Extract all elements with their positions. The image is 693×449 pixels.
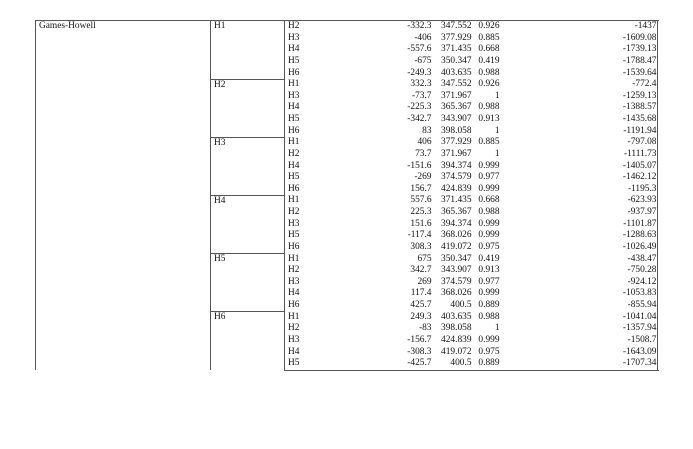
significance: 0.999 (478, 230, 500, 241)
significance: 0.988 (478, 207, 500, 217)
significance: 0.419 (478, 55, 500, 66)
significance: 0.975 (478, 346, 500, 357)
compare-group: H1 (285, 195, 393, 207)
group-label: H3 (211, 137, 285, 195)
lower-bound: -1026.49 (622, 241, 657, 252)
group-label: H2 (211, 79, 285, 137)
column-spacer (501, 242, 597, 254)
column-spacer (501, 79, 597, 91)
std-error: 374.579 (441, 276, 472, 287)
significance: 0.999 (478, 183, 500, 194)
mean-difference: -675 (414, 55, 432, 66)
column-spacer (501, 300, 597, 312)
significance: 1 (494, 90, 500, 101)
mean-difference: 425.7 (410, 300, 432, 310)
mean-difference: 73.7 (415, 148, 432, 159)
std-error: 403.635 (441, 311, 472, 322)
significance: 0.988 (478, 311, 500, 322)
column-spacer (501, 172, 597, 184)
mean-difference: -83 (419, 323, 432, 334)
mean-difference: 156.7 (410, 183, 432, 194)
column-spacer (501, 288, 597, 300)
mean-difference: 675 (417, 253, 432, 264)
compare-group: H2 (285, 207, 393, 219)
std-error: 365.367 (441, 207, 472, 217)
std-error: 371.967 (441, 90, 472, 101)
significance: 0.977 (478, 276, 500, 287)
std-error: 400.5 (450, 300, 472, 310)
mean-difference: 406 (417, 137, 432, 148)
column-spacer (501, 68, 597, 80)
column-spacer (501, 44, 597, 56)
lower-bound: -1195.3 (627, 183, 657, 194)
method-label: Games-Howell (36, 21, 211, 371)
column-spacer (501, 207, 597, 219)
compare-group: H3 (285, 219, 393, 231)
lower-bound: -1191.94 (623, 125, 657, 136)
mean-difference: 225.3 (410, 207, 432, 217)
column-spacer (501, 126, 597, 138)
std-error: 343.907 (441, 265, 472, 276)
column-spacer (501, 137, 597, 149)
std-error: 394.374 (441, 218, 472, 229)
lower-bound: -1508.7 (627, 334, 657, 345)
significance: 0.885 (478, 32, 500, 43)
lower-bound: -772.4 (632, 79, 657, 90)
lower-bound: -937.97 (627, 207, 657, 217)
lower-bound: -1405.07 (622, 160, 657, 171)
column-spacer (501, 56, 597, 68)
column-spacer (501, 277, 597, 289)
significance: 1 (494, 125, 500, 136)
mean-difference: 342.7 (410, 265, 432, 276)
compare-group: H5 (285, 358, 393, 370)
std-error: 371.435 (441, 44, 472, 55)
mean-difference: 557.6 (410, 195, 432, 206)
significance: 1 (494, 323, 500, 334)
mean-difference: -156.7 (407, 334, 432, 345)
significance: 0.999 (478, 288, 500, 299)
mean-difference: -225.3 (407, 102, 432, 113)
column-spacer (501, 102, 597, 114)
std-error: 398.058 (441, 125, 472, 136)
compare-group: H5 (285, 56, 393, 68)
mean-difference: -73.7 (411, 90, 432, 101)
std-error: 365.367 (441, 102, 472, 113)
lower-bound: -1111.73 (623, 148, 657, 159)
mean-difference: -249.3 (407, 67, 432, 78)
compare-group: H5 (285, 172, 393, 184)
mean-difference: -342.7 (407, 114, 432, 124)
compare-group: H4 (285, 102, 393, 114)
column-spacer (501, 358, 597, 370)
compare-group: H2 (285, 149, 393, 161)
lower-bound: -1388.57 (622, 102, 657, 113)
std-error: 424.839 (441, 183, 472, 194)
mean-difference: 269 (417, 276, 432, 287)
compare-group: H3 (285, 277, 393, 289)
lower-bound: -438.47 (627, 253, 657, 264)
std-error: 371.967 (441, 148, 472, 159)
std-error: 419.072 (441, 241, 472, 252)
lower-bound: -1288.63 (622, 230, 657, 241)
lower-bound: -1539.64 (622, 67, 657, 78)
column-spacer (501, 254, 597, 266)
significance: 0.889 (473, 358, 501, 370)
column-spacer (501, 91, 597, 103)
significance: 0.977 (478, 172, 500, 183)
std-error: 350.347 (441, 253, 472, 264)
lower-bound: -797.08 (627, 137, 657, 148)
mean-difference: 151.6 (410, 218, 432, 229)
compare-group: H5 (285, 230, 393, 242)
std-error: 343.907 (441, 114, 472, 124)
significance: 0.988 (478, 67, 500, 78)
lower-bound: -1437 (597, 21, 658, 33)
lower-bound: -1259.13 (622, 90, 657, 101)
std-error: 371.435 (441, 195, 472, 206)
lower-bound: -1041.04 (622, 311, 657, 322)
column-spacer (501, 347, 597, 359)
column-spacer (501, 219, 597, 231)
mean-difference: -406 (414, 32, 432, 43)
mean-difference: -308.3 (407, 346, 432, 357)
column-spacer (501, 230, 597, 242)
std-error: 424.839 (441, 334, 472, 345)
column-spacer (501, 149, 597, 161)
std-error: 403.635 (441, 67, 472, 78)
group-label: H6 (211, 312, 285, 371)
lower-bound: -855.94 (627, 300, 657, 310)
significance: 0.913 (478, 114, 500, 124)
significance: 0.999 (478, 218, 500, 229)
significance: 0.913 (478, 265, 500, 276)
std-error: 374.579 (441, 172, 472, 183)
std-error: 347.552 (433, 21, 473, 33)
column-spacer (501, 335, 597, 347)
lower-bound: -1435.68 (622, 114, 657, 124)
mean-difference: 249.3 (410, 311, 432, 322)
significance: 0.926 (478, 79, 500, 90)
lower-bound: -1788.47 (622, 55, 657, 66)
group-label: H4 (211, 195, 285, 253)
mean-difference: -425.7 (393, 358, 433, 370)
compare-group: H4 (285, 161, 393, 173)
compare-group: H1 (285, 137, 393, 149)
mean-difference: 83 (422, 125, 432, 136)
column-spacer (501, 114, 597, 126)
table-body (36, 21, 658, 371)
lower-bound: -1053.83 (622, 288, 657, 299)
lower-bound: -623.93 (627, 195, 657, 206)
compare-group: H6 (285, 300, 393, 312)
compare-group: H6 (285, 126, 393, 138)
significance: 0.889 (478, 300, 500, 310)
column-spacer (501, 323, 597, 335)
compare-group: H1 (285, 312, 393, 324)
mean-difference: -557.6 (407, 44, 432, 55)
mean-difference: -151.6 (407, 160, 432, 171)
compare-group: H6 (285, 184, 393, 196)
std-error: 419.072 (441, 346, 472, 357)
std-error: 347.552 (441, 79, 472, 90)
mean-difference: -332.3 (393, 21, 433, 33)
compare-group: H1 (285, 254, 393, 266)
mean-difference: 308.3 (410, 241, 432, 252)
std-error: 350.347 (441, 55, 472, 66)
compare-group: H3 (285, 91, 393, 103)
lower-bound: -750.28 (627, 265, 657, 276)
compare-group: H6 (285, 242, 393, 254)
lower-bound: -1739.13 (622, 44, 657, 55)
lower-bound: -924.12 (627, 276, 657, 287)
compare-group: H4 (285, 347, 393, 359)
table-row (36, 21, 658, 33)
std-error: 368.026 (441, 230, 472, 241)
std-error: 394.374 (441, 160, 472, 171)
significance: 0.885 (478, 137, 500, 148)
std-error: 377.929 (441, 32, 472, 43)
column-spacer (501, 33, 597, 45)
lower-bound: -1609.08 (622, 32, 657, 43)
compare-group: H6 (285, 68, 393, 80)
compare-group: H3 (285, 33, 393, 45)
compare-group: H1 (285, 79, 393, 91)
group-label: H5 (211, 254, 285, 312)
games-howell-table (35, 20, 658, 371)
significance: 0.975 (478, 241, 500, 252)
compare-group: H2 (285, 265, 393, 277)
column-spacer (501, 161, 597, 173)
compare-group: H5 (285, 114, 393, 126)
significance: 0.999 (478, 160, 500, 171)
group-label: H1 (211, 21, 285, 80)
significance: 0.926 (473, 21, 501, 33)
significance: 0.999 (478, 334, 500, 345)
column-spacer (501, 21, 597, 33)
significance: 0.668 (478, 195, 500, 206)
lower-bound: -1462.12 (622, 172, 657, 183)
mean-difference: 117.4 (410, 288, 432, 299)
std-error: 400.5 (433, 358, 473, 370)
compare-group: H4 (285, 44, 393, 56)
compare-group: H2 (285, 21, 393, 33)
mean-difference: 332.3 (410, 79, 432, 90)
mean-difference: -269 (414, 172, 432, 183)
significance: 0.988 (478, 102, 500, 113)
column-spacer (501, 195, 597, 207)
std-error: 377.929 (441, 137, 472, 148)
lower-bound: -1643.09 (622, 346, 657, 357)
std-error: 368.026 (441, 288, 472, 299)
compare-group: H2 (285, 323, 393, 335)
lower-bound: -1357.94 (622, 323, 657, 334)
significance: 1 (494, 148, 500, 159)
lower-bound: -1707.34 (597, 358, 658, 370)
mean-difference: -117.4 (407, 230, 432, 241)
significance: 0.668 (478, 44, 500, 55)
column-spacer (501, 265, 597, 277)
column-spacer (501, 312, 597, 324)
compare-group: H4 (285, 288, 393, 300)
compare-group: H3 (285, 335, 393, 347)
column-spacer (501, 184, 597, 196)
std-error: 398.058 (441, 323, 472, 334)
significance: 0.419 (478, 253, 500, 264)
lower-bound: -1101.87 (623, 218, 657, 229)
